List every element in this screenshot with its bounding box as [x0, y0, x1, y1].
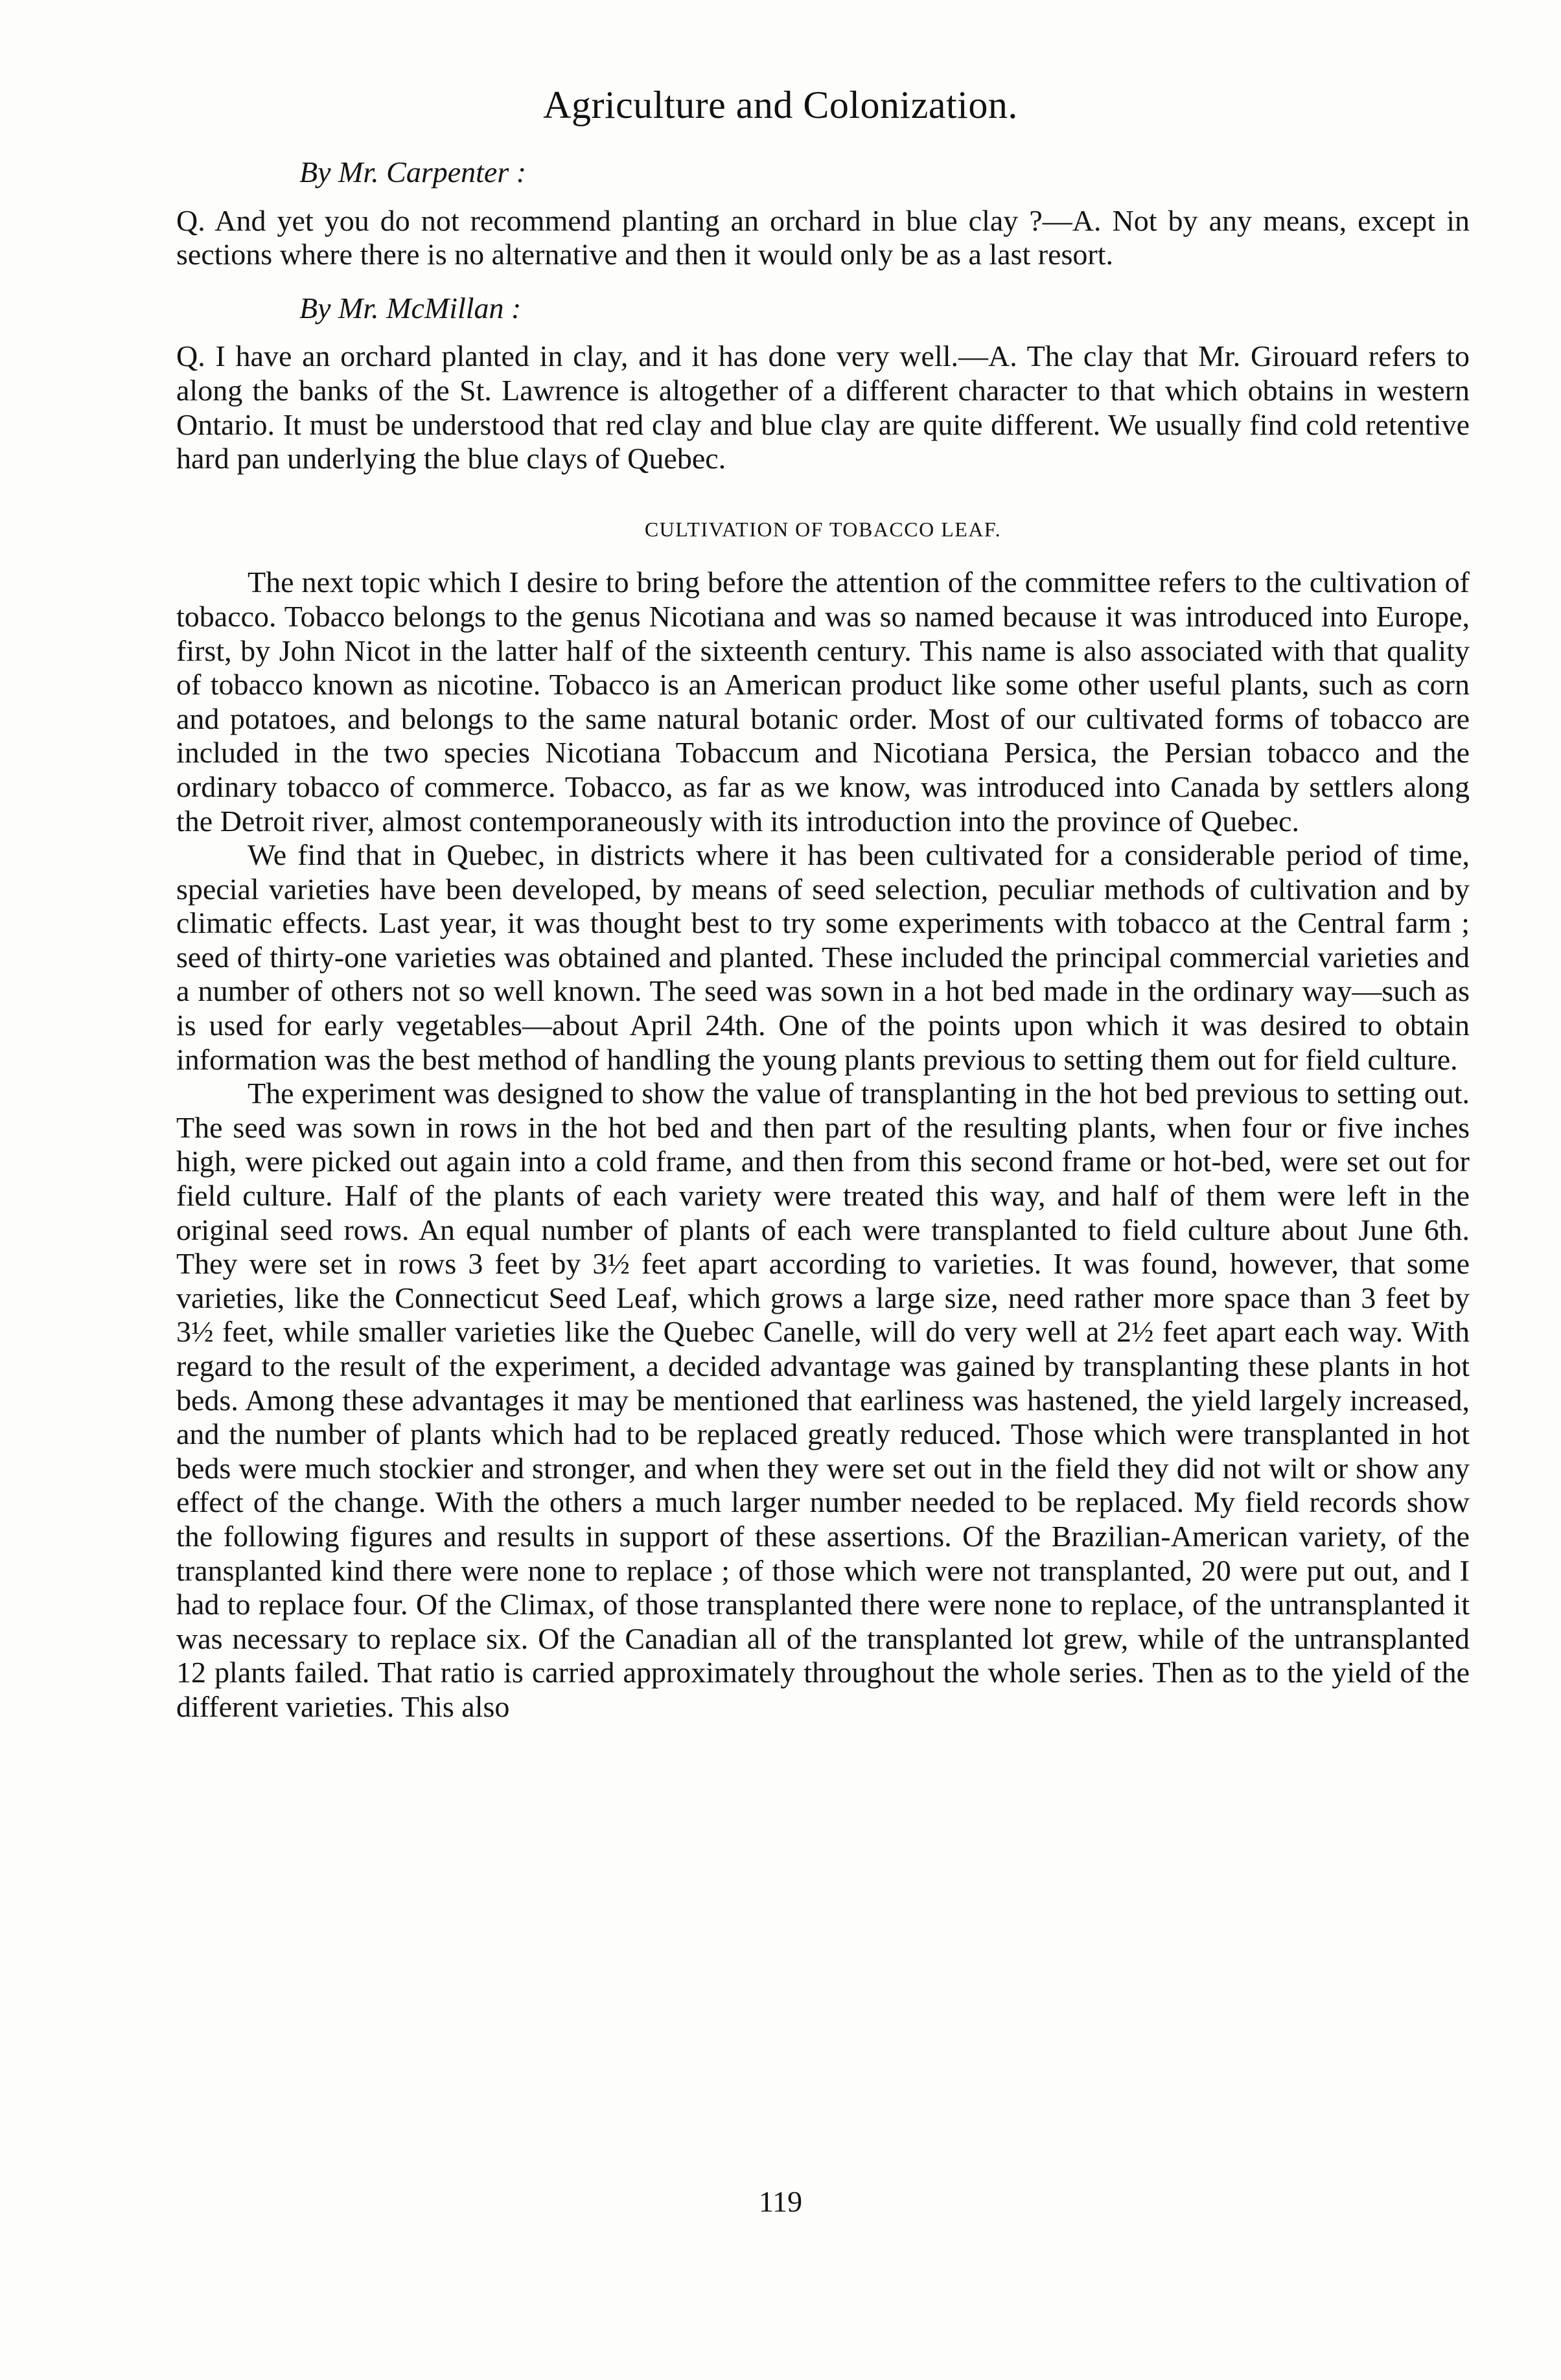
- text-column: [176, 155, 1470, 1724]
- paragraph-tobacco-origin: The next topic which I desire to bring before the attention of the committee refers to the cultivation of tobacco. Tobacco belongs to the genus Nicotiana and was so named because it was introduced into Europe, first, by John Nicot in the latter half of the sixteenth century. This name is also associated with that quality of tobacco known as nicotine. Tobacco is an American product like some other useful plants, such as corn and potatoes, and belongs to the same natural botanic order. Most of our cultivated forms of tobacco are included in the two species Nicotiana Tobaccum and Nicotiana Persica, the Persian tobacco and the ordinary tobacco of commerce. Tobacco, as far as we know, was introduced into Canada by settlers along the Detroit river, almost contemporaneously with its introduction into the province of Quebec.: [176, 566, 1470, 838]
- paragraph-transplanting-experiment: The experiment was designed to show the value of transplanting in the hot bed previous to setting out. The seed was sown in rows in the hot bed and then part of the resulting plants, when four or five inches high, were picked out again into a cold frame, and then from this second frame or hot-bed, were set out for field culture. Half of the plants of each variety were treated this way, and half of them were left in the original seed rows. An equal number of plants of each were transplanted to field culture about June 6th. They were set in rows 3 feet by 3½ feet apart according to varieties. It was found, however, that some varieties, like the Connecticut Seed Leaf, which grows a large size, need rather more space than 3 feet by 3½ feet, while smaller varieties like the Quebec Canelle, will do very well at 2½ feet apart each way. With regard to the result of the experiment, a decided advantage was gained by transplanting these plants in hot beds. Among these advantages it may be mentioned that earliness was hastened, the yield largely increased, and the number of plants which had to be replaced greatly reduced. Those which were transplanted in hot beds were much stockier and stronger, and when they were set out in the field they did not wilt or show any effect of the change. With the others a much larger number needed to be replaced. My field records show the following figures and results in support of these assertions. Of the Brazilian-American variety, of the transplanted kind there were none to replace ; of those which were not transplanted, 20 were put out, and I had to replace four. Of the Climax, of those transplanted there were none to replace, of the untransplanted it was necessary to replace six. Of the Canadian all of the transplanted lot grew, while of the untransplanted 12 plants failed. That ratio is carried approximately throughout the whole series. Then as to the yield of the different varieties. This also: [176, 1077, 1470, 1723]
- section-heading: CULTIVATION OF TOBACCO LEAF.: [644, 517, 1002, 541]
- question-answer-mcmillan: Q. I have an orchard planted in clay, and it has done very well.—A. The clay that Mr. Girouard refers to along the banks of the St. Lawrence is altogether of a different character to that which obtains in western Ontario. It must be understood that red clay and blue clay are quite different. We usually find cold retentive hard pan underlying the blue clays of Quebec.: [176, 339, 1470, 475]
- paragraph-quebec-varieties: We find that in Quebec, in districts where it has been cultivated for a considerable period of time, special varieties have been developed, by means of seed selection, peculiar methods of cultivation and by climatic effects. Last year, it was thought best to try some experiments with tobacco at the Central farm ; seed of thirty-one varieties was obtained and planted. These included the principal commercial varieties and a number of others not so well known. The seed was sown in a hot bed made in the ordinary way—such as is used for early vegetables—about April 24th. One of the points upon which it was desired to obtain information was the best method of handling the young plants previous to setting them out for field culture.: [176, 838, 1470, 1076]
- question-answer-carpenter: Q. And yet you do not recommend planting an orchard in blue clay ?—A. Not by any means, except in sections where there is no alternative and then it would only be as a last resort.: [176, 203, 1470, 271]
- page-number: 119: [758, 2185, 803, 2218]
- running-header: Agriculture and Colonization.: [543, 84, 1018, 126]
- speaker-label-mcmillan: By Mr. McMillan :: [299, 291, 522, 325]
- speaker-label-carpenter: By Mr. Carpenter :: [299, 155, 527, 189]
